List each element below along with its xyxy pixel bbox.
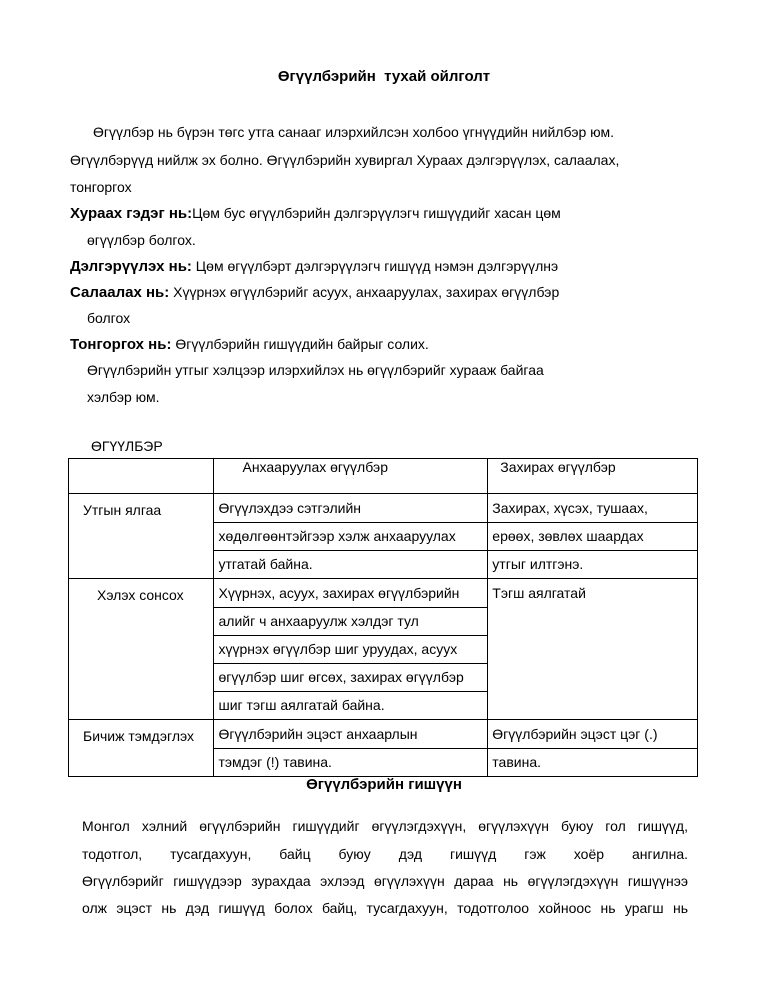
cell-line: тэмдэг (!) тавина. [218,754,332,770]
definition-term: Хураах гэдэг нь: [70,205,193,222]
definition-branching [70,284,559,301]
paragraph-line: Өгүүлбэрийг гишүүдээр зурахдаа эхлээд өгүүлэхүүн дараа нь өгүүлэгдэхүүн гишүүнээ [82,873,688,889]
table-caption: ӨГҮҮЛБЭР [91,438,163,454]
cell-line: утгатай байна. [218,556,313,572]
row-label: Утгын ялгаа [69,494,214,579]
table-row [69,579,698,720]
table-row [69,494,698,579]
paragraph-line: тодотгол, тусагдахуун, байц буюу дэд гишүүд гэж хоёр ангилна. [82,846,688,862]
cell-line: Хүүрнэх, асуух, захирах өгүүлбэрийн [214,580,487,608]
cell-line: ерөөх, зөвлөх шаардах [488,523,697,551]
paragraph-line: олж эцэст нь дэд гишүүд болох байц, тусагдахуун, тодотголоо хойноос нь урагш нь [82,900,688,916]
table-cell [214,720,488,777]
paragraph-line: Монгол хэлний өгүүлбэрийн гишүүдийг өгүүлэгдэхүүн, өгүүлэхүүн буюу гол гишүүд, [82,818,688,834]
intro-line-3: тонгоргох [70,179,132,195]
cell-line: хөдөлгөөнтэйгээр хэлж анхааруулах [214,523,487,551]
definition-term: Салаалах нь: [70,284,170,301]
definition-continuation: болгох [87,310,131,326]
definition-text: Хүүрнэх өгүүлбэрийг асуух, анхааруулах, захирах өгүүлбэр [169,284,560,300]
definition-continuation: өгүүлбэр болгох. [87,232,196,248]
cell-line: өгүүлбэр шиг өгсөх, захирах өгүүлбэр [214,664,487,692]
definition-term: Тонгоргох нь: [70,336,172,353]
section-title: Өгүүлбэрийн гишүүн [306,776,462,793]
intro-line-2: Өгүүлбэрүүд нийлж эх болно. Өгүүлбэрийн хувиргал Хураах дэлгэрүүлэх, салаалах, [70,152,620,168]
cell-line: хүүрнэх өгүүлбэр шиг уруудах, асуух [214,636,487,664]
table-header-row [69,459,698,494]
cell-line: Тэгш аялгатай [492,585,586,601]
comparison-table [68,458,698,777]
definition-inversion [70,336,429,353]
intro-line-1: Өгүүлбэр нь бүрэн төгс утга санааг илэрхийлсэн холбоо үгнүүдийн нийлбэр юм. [93,124,615,140]
table-header-cell [69,459,214,494]
definition-contraction [70,205,561,222]
table-header-cell: Захирах өгүүлбэр [488,459,698,494]
definition-text: Цөм өгүүлбэрт дэлгэрүүлэгч гишүүд нэмэн дэлгэрүүлнэ [191,258,559,274]
cell-line: Өгүүлэхдээ сэтгэлийн [214,495,487,523]
definition-text: Цөм бус өгүүлбэрийн дэлгэрүүлэгч гишүүдийг хасан цөм [192,205,561,221]
row-label: Хэлэх сонсох [69,579,214,720]
table-cell [488,720,698,777]
definition-term: Дэлгэрүүлэх нь: [70,258,192,275]
tail-line: хэлбэр юм. [87,389,160,405]
table-cell [214,579,488,720]
page-title: Өгүүлбэрийн тухай ойлголт [277,68,491,85]
table-cell [214,494,488,579]
table-cell [488,579,698,720]
table-header-cell: Анхааруулах өгүүлбэр [214,459,488,494]
cell-line: Өгүүлбэрийн эцэст анхаарлын [214,721,487,749]
cell-line: утгыг илтгэнэ. [492,556,584,572]
definition-continuation: Өгүүлбэрийн утгыг хэлцээр илэрхийлэх нь өгүүлбэрийг хурааж байгаа [87,362,544,378]
cell-line: Захирах, хүсэх, тушаах, [488,495,697,523]
table-cell [488,494,698,579]
cell-line: алийг ч анхааруулж хэлдэг тул [214,608,487,636]
cell-line: тавина. [492,754,542,770]
definition-text: Өгүүлбэрийн гишүүдийн байрыг солих. [171,336,429,352]
cell-line: шиг тэгш аялгатай байна. [218,697,385,713]
definition-expansion [70,258,558,275]
table-row [69,720,698,777]
cell-line: Өгүүлбэрийн эцэст цэг (.) [488,721,697,749]
row-label: Бичиж тэмдэглэх [69,720,214,777]
